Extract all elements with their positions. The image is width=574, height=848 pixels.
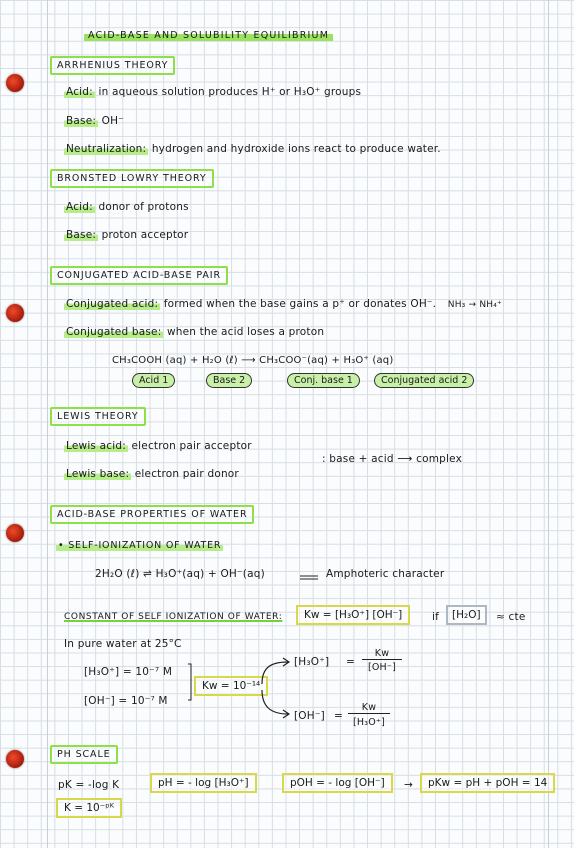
lewis-base-label: Lewis base:	[66, 468, 130, 480]
oh-expression-equals: =	[334, 710, 343, 722]
page-title: ACID-BASE AND SOLUBILITY EQUILIBRIUM	[84, 30, 333, 41]
oh-expression-lhs: [OH⁻]	[294, 710, 325, 722]
conjugated-base-label: Conjugated base:	[66, 326, 162, 338]
h3o-expression-denominator: [OH⁻]	[367, 662, 397, 673]
pkw-box: pKw = pH + pOH = 14	[420, 773, 555, 793]
oval-conj-acid-2: Conjugated acid 2	[374, 373, 474, 388]
conjugated-equation: CH₃COOH (aq) + H₂O (ℓ) ⟶ CH₃COO⁻(aq) + H₃O⁺ (aq)	[112, 355, 394, 366]
oval-acid-1: Acid 1	[132, 373, 175, 388]
lewis-acid-label: Lewis acid:	[66, 440, 126, 452]
oh-concentration: [OH⁻] = 10⁻⁷ M	[84, 695, 168, 707]
arrhenius-acid-label: Acid:	[66, 86, 93, 98]
lewis-base-text: electron pair donor	[134, 468, 239, 480]
arrhenius-heading: ARRHENIUS THEORY	[50, 56, 175, 75]
pk-definition: pK = -log K	[58, 779, 120, 791]
pure-water-text: In pure water at 25°C	[64, 638, 182, 650]
amphoteric-note: Amphoteric character	[326, 568, 445, 580]
bronsted-base-text: proton acceptor	[101, 229, 189, 241]
k-box: K = 10⁻ᵖᴷ	[56, 798, 122, 818]
oval-conj-base-1: Conj. base 1	[287, 373, 360, 388]
h3o-expression-equals: =	[346, 656, 355, 668]
kw-definition-box: Kw = [H₃O⁺] [OH⁻]	[296, 605, 410, 625]
kw-note-box: [H₂O]	[446, 605, 487, 625]
water-equation: 2H₂O (ℓ) ⇌ H₃O⁺(aq) + OH⁻(aq)	[95, 568, 265, 580]
arrhenius-neutral-text: hydrogen and hydroxide ions react to produce water.	[151, 143, 441, 155]
conjugated-acid-label: Conjugated acid:	[66, 298, 159, 310]
arrhenius-base-label: Base:	[66, 115, 97, 127]
h3o-expression-numerator: Kw	[362, 648, 402, 660]
ph-heading: PH SCALE	[50, 745, 118, 764]
h3o-expression-lhs: [H₃O⁺]	[294, 656, 330, 668]
oval-base-2: Base 2	[206, 373, 252, 388]
bronsted-acid-text: donor of protons	[98, 201, 189, 213]
kw-note-prefix: if	[432, 611, 440, 623]
conjugated-acid-example: NH₃ → NH₄⁺	[447, 300, 502, 310]
conjugated-base-text: when the acid loses a proton	[166, 326, 325, 338]
arrhenius-acid-text: in aqueous solution produces H⁺ or H₃O⁺ groups	[98, 86, 362, 98]
conjugated-heading: CONJUGATED ACID-BASE PAIR	[50, 266, 228, 285]
arrhenius-base-text: OH⁻	[101, 115, 124, 127]
kw-value-box: Kw = 10⁻¹⁴	[194, 676, 268, 696]
lewis-heading: LEWIS THEORY	[50, 407, 146, 426]
water-heading: ACID-BASE PROPERTIES OF WATER	[50, 505, 254, 524]
lewis-reaction: : base + acid ⟶ complex	[322, 453, 462, 465]
ph-box: pH = - log [H₃O⁺]	[150, 773, 257, 793]
kw-note-suffix: ≈ cte	[496, 611, 526, 623]
bronsted-heading: BRONSTED LOWRY THEORY	[50, 169, 214, 188]
lewis-acid-text: electron pair acceptor	[131, 440, 252, 452]
poh-box: pOH = - log [OH⁻]	[282, 773, 393, 793]
oh-expression-numerator: Kw	[348, 702, 390, 714]
h3o-concentration: [H₃O⁺] = 10⁻⁷ M	[84, 666, 173, 678]
bronsted-acid-label: Acid:	[66, 201, 93, 213]
oh-expression-denominator: [H₃O⁺]	[352, 717, 386, 728]
conjugated-acid-text: formed when the base gains a p⁺ or donates OH⁻.	[163, 298, 437, 310]
self-ionization-label: • SELF-IONIZATION OF WATER	[58, 540, 222, 551]
arrhenius-neutral-label: Neutralization:	[66, 143, 147, 155]
constant-label: CONSTANT OF SELF IONIZATION OF WATER:	[64, 612, 283, 622]
bronsted-base-label: Base:	[66, 229, 97, 241]
arrow-to-pkw: →	[404, 779, 413, 791]
